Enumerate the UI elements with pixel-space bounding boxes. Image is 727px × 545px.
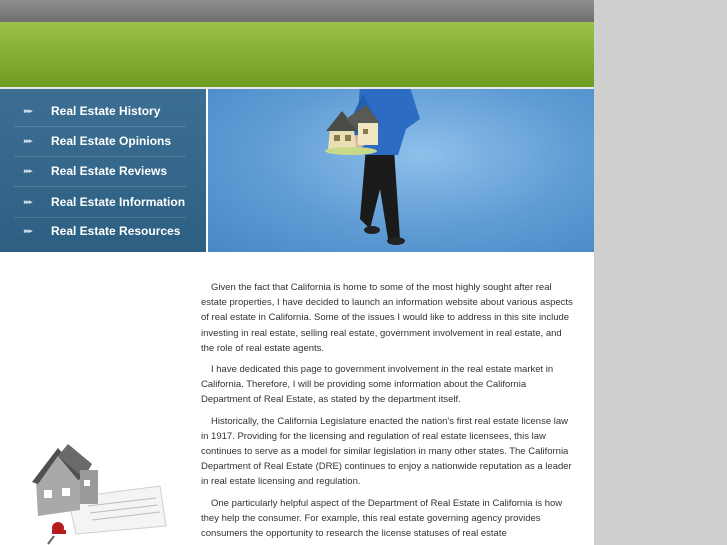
divider (0, 252, 594, 255)
arrow-icon: ▸▸▸ (24, 168, 32, 175)
nav-item-label: Real Estate Resources (51, 224, 181, 238)
paragraph: I have dedicated this page to government involvement in the real estate market in California. Therefore, I will be providing some information about the California Department of Real Estate, as stated by the department itself. (201, 364, 554, 406)
arrow-icon: ▸▸▸ (24, 228, 32, 235)
nav-item-label: Real Estate Opinions (51, 134, 172, 148)
hero-image (208, 89, 594, 252)
paragraph: One particularly helpful aspect of the Department of Real Estate in California is how they help the consumer. For example, this real estate governing agency provides consumers the opportunity to research the license statuses of real estate (201, 497, 563, 540)
nav-item-label: Real Estate Information (51, 195, 186, 209)
house-illustration (28, 438, 168, 545)
nav-item-label: Real Estate History (51, 104, 161, 118)
nav-item-label: Real Estate Reviews (51, 164, 168, 178)
arrow-icon: ▸▸▸ (24, 108, 32, 115)
arrow-icon: ▸▸▸ (24, 199, 32, 206)
article-body (201, 280, 573, 545)
top-bar (0, 0, 594, 22)
header-banner (0, 22, 594, 88)
nav-item-real-estate-history[interactable] (14, 96, 186, 127)
paragraph: Given the fact that California is home to some of the most highly sought after real estate properties, I have decided to launch an information website about various aspects of real estate in California. Some of the issues I would like to address in this site include investing in real estate, selling real estate, government involvement in real estate, and the role of real estate agents. (201, 282, 573, 354)
nav-item-real-estate-resources[interactable] (14, 216, 186, 246)
nav-item-real-estate-reviews[interactable] (14, 156, 186, 187)
nav-item-real-estate-opinions[interactable] (14, 126, 186, 157)
paragraph: Historically, the California Legislature enacted the nation's first real estate license law in 1917. Providing for the licensing and regulation of real estate licensees, this law continues to serve as a model for similar legislation in many other states. The California Department of Real Estate (DRE) continues to enjoy a nationwide reputation as a leader in real estate licensing and regulation. (201, 415, 572, 488)
nav-item-real-estate-information[interactable] (14, 187, 186, 218)
woman-with-house-image (208, 89, 594, 252)
arrow-icon: ▸▸▸ (24, 138, 32, 145)
sidebar-nav (0, 89, 206, 252)
